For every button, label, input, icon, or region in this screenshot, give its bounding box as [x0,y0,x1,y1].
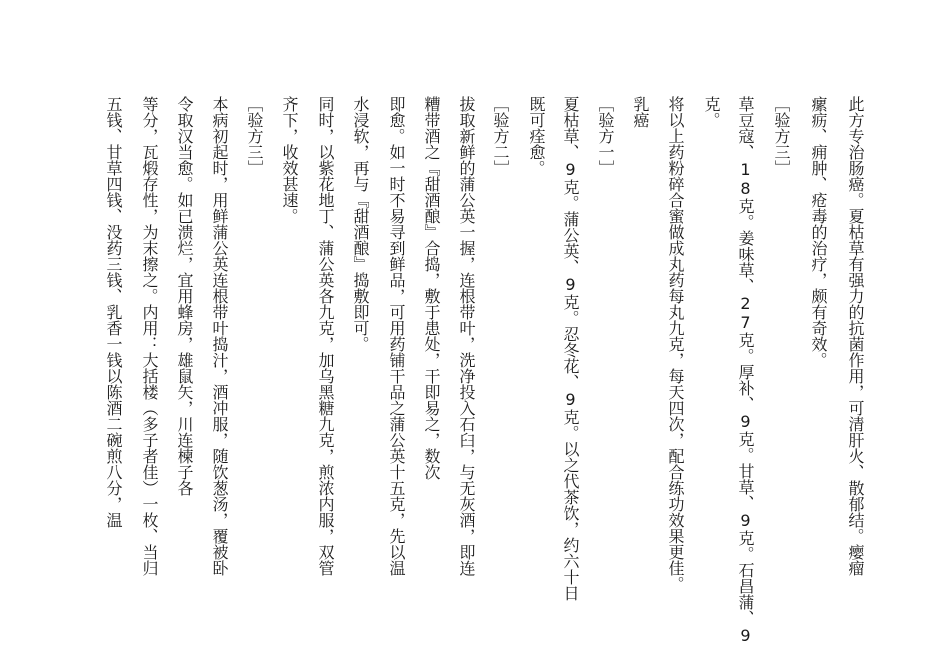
text-column-1: 此方专治肠癌。夏枯草有强力的抗菌作用，可清肝火、散郁结。瘿瘤 [846,96,865,576]
text-column-5: 克。 [702,96,721,128]
text-column-19: 本病初起时，用鲜蒲公英连根带叶捣汁，酒冲服，随饮葱汤，覆被卧 [210,96,229,576]
text-column-10: 既可痊愈。 [527,96,546,176]
text-column-21: 等分，瓦煅存性，为末擦之。内用：大括楼（多子者佳）一枚、当归 [140,96,159,576]
text-column-16: 同时，以紫花地丁、蒲公英各九克，加乌黑糖九克，煎浓内服，双管 [316,96,335,576]
text-column-18-heading: ［验方三］ [245,96,264,176]
text-column-20: 令取汉当愈。如已溃烂，宜用蜂房，雄鼠矢，川连楝子各 [175,96,194,496]
text-column-2: 瘰疬、痈肿、疮毒的治疗，颇有奇效。 [809,96,828,368]
text-column-6: 将以上药粉碎合蜜做成丸药每丸九克，每天四次，配合练功效果更佳。 [666,96,685,592]
text-column-9: 夏枯草、9克。蒲公英、9克。忍冬花、9克。以之代茶饮，约六十日 [561,96,580,601]
text-column-22: 五钱、甘草四钱、没药三钱、乳香一钱以陈酒二碗煎八分，温 [104,96,123,528]
text-column-17: 齐下，收效甚速。 [280,96,299,224]
text-column-11-heading: ［验方二］ [491,96,510,176]
text-column-12: 拔取新鲜的蒲公英一握，连根带叶，洗净投入石臼，与无灰酒，即连 [457,96,476,576]
text-column-7-heading: 乳癌 [631,96,650,128]
text-column-3-heading: ［验方三］ [772,96,791,176]
text-column-13: 糟带酒之『甜酒酿』合捣，敷于患处，干即易之，数次 [422,96,441,480]
text-column-8-heading: ［验方一］ [596,96,615,176]
text-column-15: 水浸软，再与『甜酒酿』捣敷即可。 [351,96,370,352]
text-column-14: 即愈。如一时不易寻到鲜品，可用药铺干品之蒲公英十五克，先以温 [387,96,406,576]
text-column-4: 草豆寇、18克。姜味草、27克。厚补、9克。甘草、9克。石昌蒲、9 [736,96,755,645]
